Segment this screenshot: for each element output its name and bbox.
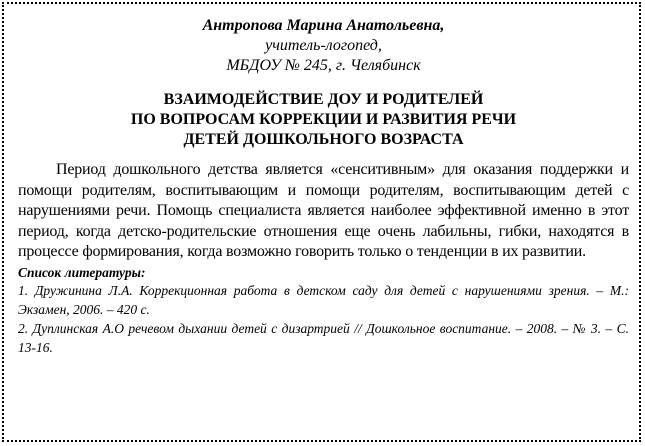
title-line: ВЗАИМОДЕЙСТВИЕ ДОУ И РОДИТЕЛЕЙ: [163, 91, 484, 108]
document-content: [18, 16, 629, 357]
author-organization: МБДОУ № 245, г. Челябинск: [226, 57, 421, 74]
title-line: ДЕТЕЙ ДОШКОЛЬНОГО ВОЗРАСТА: [183, 131, 464, 148]
references-heading: Список литературы:: [18, 264, 146, 280]
title-line: ПО ВОПРОСАМ КОРРЕКЦИИ И РАЗВИТИЯ РЕЧИ: [130, 111, 517, 128]
author-position: учитель-логопед,: [265, 37, 382, 54]
author-name: Антропова Марина Анатольевна,: [202, 17, 445, 34]
reference-item: 2. Дуплинская А.О речевом дыхании детей с дизартрией // Дошкольное воспитание. – 2008. – № 3. – С. 13-16.: [18, 320, 629, 355]
document-frame: [2, 2, 641, 442]
article-title: [18, 90, 629, 150]
reference-item: 1. Дружинина Л.А. Коррекционная работа в детском саду для детей с нарушениями зрения. – М.: Экзамен, 2006. – 420 с.: [18, 282, 629, 317]
body-paragraph: Период дошкольного детства является «сенситивным» для оказания поддержки и помощи родителям, воспитывающим и помощи родителям, воспитывающим детей с нарушениями речи. Помощь специалиста является наиболее эффективной именно в этот период, когда детско-родительские отношения еще очень лабильны, гибки, находятся в процессе формирования, когда возможно говорить только о тенденции в их развитии.: [18, 161, 629, 260]
